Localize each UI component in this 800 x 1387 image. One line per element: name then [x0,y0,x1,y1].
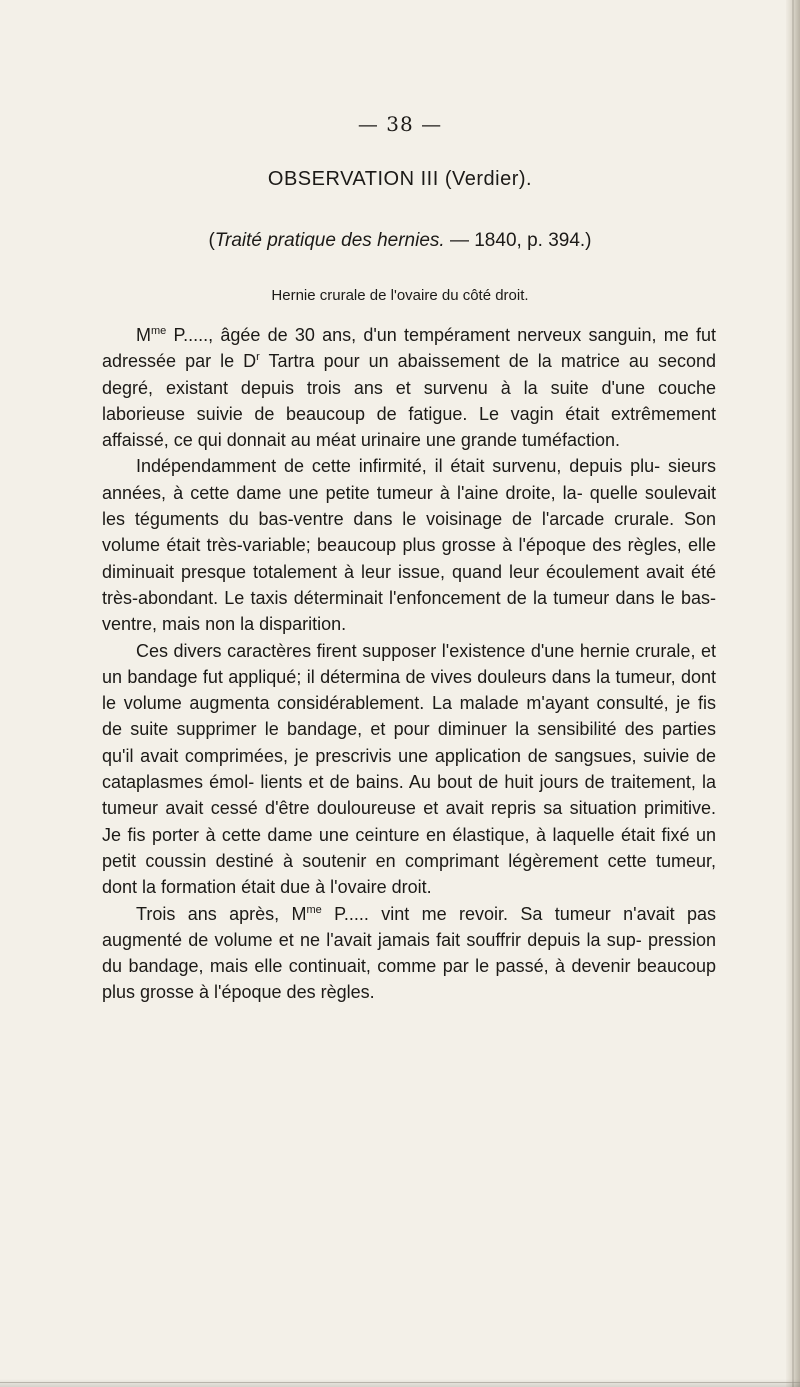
text-line [102,825,655,845]
text-run: Trois ans après, M [136,903,307,924]
source-work-title: Traité pratique des hernies. [214,230,445,251]
bottom-edge-shadow [0,1379,800,1387]
observation-subtitle: Hernie crurale de l'ovaire du côté droit. [271,287,529,304]
text-line [165,798,716,818]
text-run: P..... vint me revoir. Sa tumeur n'avait pas [321,903,716,924]
text-run: me fut adressée par le D [102,325,716,372]
text-run: Ces divers caractères firent supposer l'existence d'une hernie [136,640,630,661]
superscript: me [151,325,167,337]
page-binding-line [792,0,794,1387]
text-run: pour diminuer la sensibilité des parties qu'il avait comprimées, je [102,719,716,766]
text-run: leur issue, quand leur écoulement avait été très-abondant. Le taxis [102,561,716,608]
text-run: grosse à l'époque des règles, elle diminuait presque totalement à [102,535,717,582]
text-run: l'arcade crurale. Son volume était très-variable; beaucoup plus [102,509,716,556]
text-run: Indépendamment de cette infirmité, il était survenu, depuis plu- [136,456,661,477]
source-details: — 1840, p. 394.) [444,230,592,251]
text-run: augmenté de volume et ne l'avait jamais fait souffrir depuis la sup- [102,929,642,950]
bottom-edge-rule [0,1382,800,1383]
text-run: sieurs années, à cette dame une petite tumeur à l'aine droite, la- [102,456,716,503]
text-run: était extrêmement affaissé, ce qui donnait au méat urinaire une [102,403,716,451]
text-run: pression du bandage, mais elle continuait, comme par le passé, à [102,929,716,977]
text-run: non la disparition. [205,614,347,635]
text-run: M [136,325,151,345]
text-run: déterminait l'enfoncement de la tumeur dans le bas-ventre, mais [102,587,716,635]
text-run: prescrivis une application de sangsues, suivie de cataplasmes émol- [102,745,716,793]
text-run: grande tuméfaction. [460,430,621,451]
text-run: dans la tumeur, dont le volume augmenta considérablement. La [102,666,716,714]
text-run: Je fis porter à cette dame une ceinture en élastique, à laquelle était [102,824,655,845]
text-line [136,641,630,661]
paragraph [102,638,716,901]
text-line [205,614,346,634]
paragraph [102,322,716,453]
text-run: fixé un petit coussin destiné à soutenir en comprimant légèrement [102,824,716,871]
superscript: me [306,903,322,916]
text-run: au second degré, existant depuis trois ans et survenu à la suite [102,351,716,398]
page-number: — 38 — [357,112,443,136]
superscript: r [256,351,260,364]
text-run: malade m'ayant consulté, je fis de suite supprimer le bandage, et [102,693,716,740]
paragraph [102,453,716,637]
text-line [136,904,716,924]
text-run: P....., âgée de 30 ans, d'un tempérament nerveux sanguin, [166,325,657,345]
text-run: d'une couche laborieuse suivie de beaucoup de fatigue. Le vagin [102,377,716,424]
text-run: crurale, et un bandage fut appliqué; il détermina de vives douleurs [102,640,716,687]
source-open-paren: ( [208,230,215,251]
text-run: cette tumeur, dont la formation était due à l'ovaire droit. [102,850,716,898]
observation-body [102,322,716,1006]
text-run: Tartra pour un abaissement de la matrice [259,351,620,372]
text-line [102,930,642,950]
source-citation [0,230,800,252]
text-run: avait cessé d'être douloureuse et avait repris sa situation primitive. [165,798,716,819]
text-line [136,325,657,345]
text-line [461,430,620,450]
observation-title: OBSERVATION III (Verdier). [267,168,533,190]
text-line [136,456,660,476]
text-run: quelle soulevait les téguments du bas-ventre dans le voisinage de [102,482,716,530]
text-run: lients et de bains. Au bout de huit jours de traitement, la tumeur [102,772,716,819]
text-run: devenir beaucoup plus grosse à l'époque des règles. [102,956,716,1003]
paragraph [102,901,716,1006]
